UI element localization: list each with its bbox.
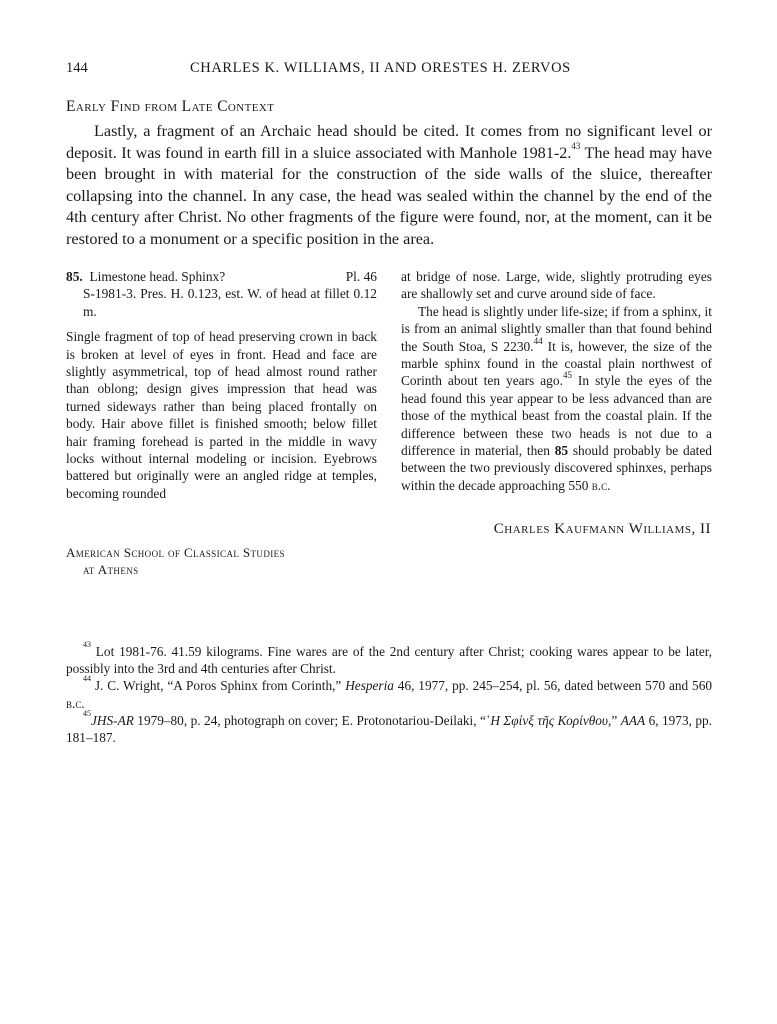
footnote-ref-43[interactable]: 43 xyxy=(571,140,581,151)
description-continuation: at bridge of nose. Large, wide, slightly protruding eyes are shallowly set and curve around side of face. xyxy=(401,269,712,302)
footnotes xyxy=(66,640,713,746)
journal-title: Hesperia xyxy=(345,678,394,694)
intro-paragraph xyxy=(66,121,712,251)
discussion-text-4: should probably be dated between the two previously discovered sphinxes, perhaps within the decade approaching 550 xyxy=(401,443,712,493)
affiliation xyxy=(66,544,285,578)
discussion-text-3: In style the eyes of the head found this year appear to be less advanced than are those of the mythical beast from the coastal plain. If the difference between these two heads is not due to a difference in material, then xyxy=(401,373,712,459)
catalogue-number: 85. xyxy=(66,269,83,284)
description-paragraph: Single fragment of top of head preserving crown in back is broken at level of eyes in front. Head and face are slightly asymmetrical, top of head almost round rather than oblong; design gives impression that head was turned sideways rather than being placed frontally on body. Hair above fillet is finished smooth; below fillet hair framing forehead is parted in the middle in wavy locks without internal modeling or incision. Eyebrows battered but originally were an angled ridge at temples, becoming rounded xyxy=(66,329,377,501)
intro-text-2: The head may have been brought in with material for the construction of the side walls of the sluice, thereafter collapsing into the channel. In any case, the head was sealed within the channel by the end of the 4th century after Christ. No other fragments of the figure were found, nor, at the moment, can it be restored to a monument or a specific position in the area. xyxy=(66,143,713,248)
author-signature: Charles Kaufmann Williams, II xyxy=(493,521,711,537)
footnote-45-text-c: 6, 1973, pp. 181–187. xyxy=(66,712,713,746)
journal-title: AAA xyxy=(620,712,646,728)
affiliation-line-2: at Athens xyxy=(83,562,139,577)
catalogue-entry-header xyxy=(66,268,377,285)
section-heading: Early Find from Late Context xyxy=(66,98,275,115)
footnote-ref-45[interactable]: 45 xyxy=(562,370,572,381)
footnote-43 xyxy=(66,640,712,677)
footnote-45 xyxy=(66,708,713,746)
era-abbrev: b.c. xyxy=(591,477,611,493)
footnote-44-text-b: 46, 1977, pp. 245–254, pl. 56, dated between 570 and 560 xyxy=(393,678,712,694)
footnote-marker-43: 43 xyxy=(83,640,91,649)
page-number: 144 xyxy=(66,60,88,76)
footnote-marker-44: 44 xyxy=(83,674,91,684)
footnote-ref-44[interactable]: 44 xyxy=(533,335,543,346)
footnote-45-text-a: 1979–80, p. 24, photograph on cover; E. Protonotariou-Deilaki, “ xyxy=(133,712,486,728)
discussion-text-1: The head is slightly under life-size; if from a sphinx, it is from an animal slightly smaller than that found behind the South Stoa, S 2230. xyxy=(401,303,712,354)
affiliation-line-1: American School of Classical Studies xyxy=(66,545,285,560)
era-abbrev: b.c. xyxy=(66,695,85,711)
footnote-45-text-b: ,” xyxy=(608,712,621,728)
footnote-43-text: Lot 1981-76. 41.59 kilograms. Fine wares are of the 2nd century after Christ; cooking wares appear to be later, possibly into the 3rd and 4th centuries after Christ. xyxy=(66,644,712,677)
footnote-44 xyxy=(66,674,712,711)
left-column xyxy=(66,268,377,502)
greek-article-title: ῾Η Σφίνξ τῆς Κορίνθου xyxy=(485,712,609,728)
discussion-paragraph xyxy=(401,303,712,494)
footnote-marker-45: 45 xyxy=(83,708,91,718)
catalogue-title: Limestone head. Sphinx? xyxy=(89,269,226,284)
plate-reference[interactable]: Pl. 46 xyxy=(345,269,377,284)
inventory-line: S-1981-3. Pres. H. 0.123, est. W. of head at fillet 0.12 m. xyxy=(83,286,377,319)
running-title: CHARLES K. WILLIAMS, II AND ORESTES H. ZERVOS xyxy=(190,60,571,76)
discussion-text-2: It is, however, the size of the marble sphinx found in the coastal plain northwest of Corinth about ten years ago. xyxy=(401,338,713,389)
journal-title: JHS-AR xyxy=(91,712,134,728)
right-column xyxy=(401,268,712,494)
catalogue-cross-ref: 85 xyxy=(554,443,569,459)
footnote-44-text-a: J. C. Wright, “A Poros Sphinx from Corinth,” xyxy=(91,678,346,694)
intro-text-1: Lastly, a fragment of an Archaic head should be cited. It comes from no significant level or deposit. It was found in earth fill in a sluice associated with Manhole 1981-2. xyxy=(66,122,712,162)
